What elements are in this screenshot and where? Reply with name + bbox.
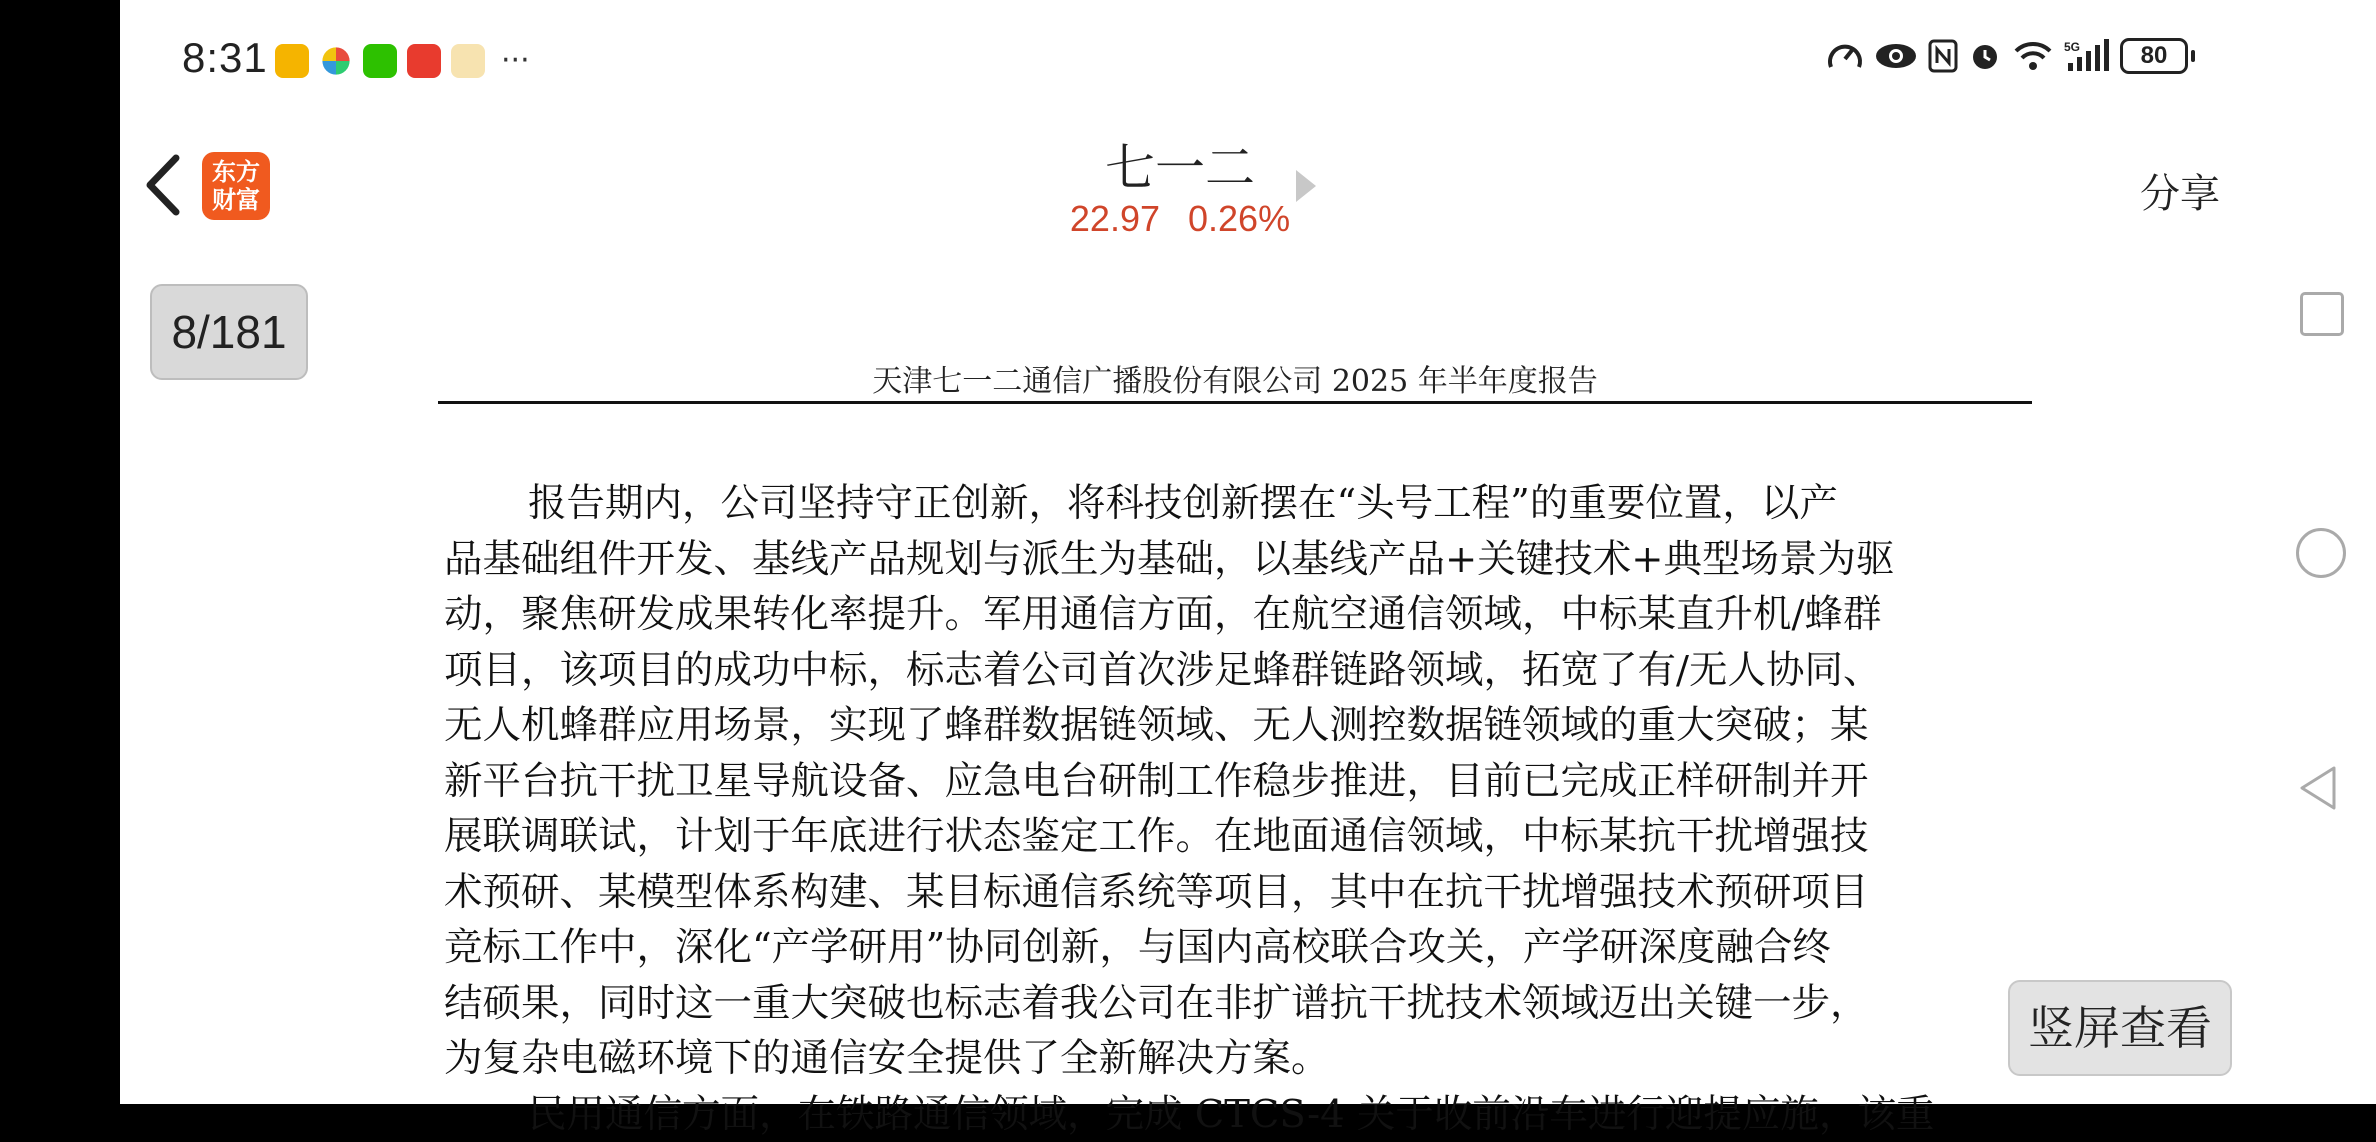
paragraph-line: 报告期内，公司坚持守正创新，将科技创新摆在“头号工程”的重要位置，以产: [444, 476, 2032, 532]
more-notifications-icon: ···: [501, 51, 530, 71]
back-arrow-icon[interactable]: [140, 152, 186, 218]
paragraph-line: 为复杂电磁环境下的通信安全提供了全新解决方案。: [444, 1031, 2032, 1087]
document-body: [444, 476, 2032, 1142]
stock-change: 0.26%: [1188, 198, 1290, 239]
c-app-notification-icon: [407, 44, 441, 78]
battery-icon: 80: [2120, 38, 2188, 74]
paragraph-line: 展联调联试，计划于年底进行状态鉴定工作。在地面通信领域，中标某抗干扰增强技: [444, 809, 2032, 865]
stock-quote: [1000, 198, 1360, 240]
paragraph-line: 品基础组件开发、基线产品规划与派生为基础，以基线产品+关键技术+典型场景为驱: [444, 532, 2032, 588]
next-stock-arrow-icon[interactable]: [1294, 168, 1318, 204]
logo-text-top: 东方: [212, 158, 260, 186]
eye-icon: [1874, 41, 1918, 71]
paragraph-line: 新平台抗干扰卫星导航设备、应急电台研制工作稳步推进，目前已完成正样研制并开: [444, 754, 2032, 810]
nfc-icon: [1928, 39, 1958, 73]
paragraph-line: 竞标工作中，深化“产学研用”协同创新，与国内高校联合攻关，产学研深度融合终: [444, 920, 2032, 976]
bird-notification-icon: [451, 44, 485, 78]
paragraph-line: 术预研、某模型体系构建、某目标通信系统等项目，其中在抗干扰增强技术预研项目: [444, 865, 2032, 921]
header-divider: [438, 401, 2032, 404]
logo-text-bottom: 财富: [212, 186, 260, 214]
portrait-view-button[interactable]: 竖屏查看: [2008, 980, 2232, 1076]
stock-name: 七一二: [1050, 128, 1310, 200]
document-header: 天津七一二通信广播股份有限公司 2025 年半年度报告: [440, 356, 2030, 400]
paragraph-line: 民用通信方面，在铁路通信领域，完成 CTCS-4 关于收前沿车进行迎提应施，该重: [444, 1087, 2032, 1142]
status-time: 8:31: [182, 34, 268, 82]
system-nav-bar: [2258, 0, 2376, 1104]
home-circle-icon[interactable]: [2296, 528, 2346, 578]
paragraph-line: 结硕果，同时这一重大突破也标志着我公司在非扩谱抗干扰技术领域迈出关键一步，: [444, 976, 2032, 1032]
stock-price: 22.97: [1070, 198, 1160, 239]
paragraph-line: 无人机蜂群应用场景，实现了蜂群数据链领域、无人测控数据链领域的重大突破；某: [444, 698, 2032, 754]
paragraph-line: 动，聚焦研发成果转化率提升。军用通信方面，在航空通信领域，中标某直升机/蜂群: [444, 587, 2032, 643]
page-indicator: 8/181: [150, 284, 308, 380]
app-screen: [120, 0, 2258, 1104]
pinwheel-notification-icon: [322, 47, 349, 74]
app-logo: [202, 152, 270, 220]
recents-square-icon[interactable]: [2300, 292, 2344, 336]
speedometer-icon: [1826, 39, 1864, 73]
mail-notification-icon: [275, 44, 309, 78]
back-triangle-icon[interactable]: [2298, 764, 2338, 812]
signal-5g-icon: [2064, 39, 2110, 73]
notification-icons: [275, 44, 530, 78]
system-icons: [1826, 38, 2188, 74]
svg-text:5G: 5G: [2064, 40, 2080, 54]
wifi-icon: [2012, 39, 2054, 73]
wechat-notification-icon: [363, 44, 397, 78]
alarm-icon: [1968, 39, 2002, 73]
share-button[interactable]: 分享: [2140, 162, 2220, 219]
paragraph-line: 项目，该项目的成功中标，标志着公司首次涉足蜂群链路领域，拓宽了有/无人协同、: [444, 643, 2032, 699]
